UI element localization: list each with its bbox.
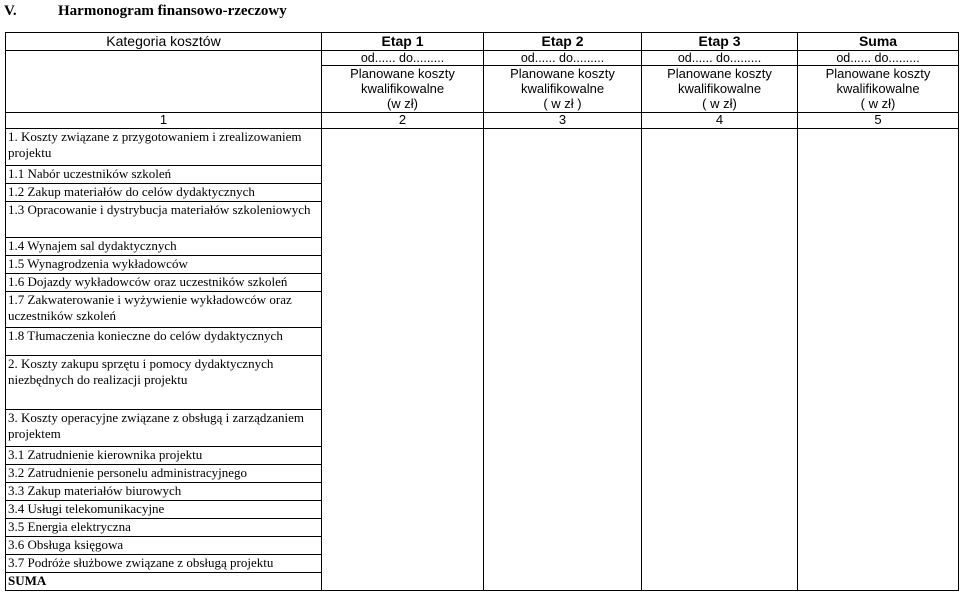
section-heading: [4, 0, 287, 22]
cost-category-label: 1.3 Opracowanie i dystrybucja materiałów szkoleniowych: [6, 202, 322, 238]
cost-category-label: 1.2 Zakup materiałów do celów dydaktycznych: [6, 184, 322, 202]
sum-header: Suma: [798, 33, 959, 51]
header-row-stages: [6, 33, 959, 51]
unit-label: ( w zł): [860, 96, 896, 111]
column-number-4: 4: [642, 113, 798, 129]
column-number-1: 1: [6, 113, 322, 129]
column-number-5: 5: [798, 113, 959, 129]
stage-1-planned-costs: [322, 66, 484, 113]
unit-label: ( w zł ): [543, 96, 582, 111]
table-row: [6, 129, 959, 166]
column-number-3: 3: [484, 113, 642, 129]
cost-category-label: 3.3 Zakup materiałów biurowych: [6, 483, 322, 501]
cost-category-label: 1.6 Dojazdy wykładowców oraz uczestników szkoleń: [6, 274, 322, 292]
stage-2-values: [484, 129, 642, 591]
stage-2-planned-costs: [484, 66, 642, 113]
cost-category-label: 2. Koszty zakupu sprzętu i pomocy dydaktycznych niezbędnych do realizacji projektu: [6, 356, 322, 410]
stage-3-values: [642, 129, 798, 591]
category-header: Kategoria kosztów: [6, 33, 322, 51]
stage-3-planned-costs: [642, 66, 798, 113]
cost-category-label: 3. Koszty operacyjne związane z obsługą i zarządzaniem projektem: [6, 410, 322, 447]
planned-label: Planowane koszty kwalifikowalne: [825, 66, 931, 96]
stage-3-date-range: od...... do.........: [642, 51, 798, 66]
cost-category-label: 1.1 Nabór uczestników szkoleń: [6, 166, 322, 184]
cost-category-label: 3.5 Energia elektryczna: [6, 519, 322, 537]
column-number-2: 2: [322, 113, 484, 129]
cost-category-label: 3.1 Zatrudnienie kierownika projektu: [6, 447, 322, 465]
total-label: SUMA: [6, 573, 322, 591]
header-row-dates: [6, 51, 959, 66]
unit-label: (w zł): [386, 96, 419, 111]
stage-2-date-range: od...... do.........: [484, 51, 642, 66]
header-blank-cell: [6, 51, 322, 113]
unit-label: ( w zł): [702, 96, 737, 111]
cost-category-label: 3.6 Obsługa księgowa: [6, 537, 322, 555]
sum-date-range: od...... do.........: [798, 51, 959, 66]
cost-category-label: 3.2 Zatrudnienie personelu administracyjnego: [6, 465, 322, 483]
header-row-column-numbers: [6, 113, 959, 129]
cost-category-label: 1.7 Zakwaterowanie i wyżywienie wykładowców oraz uczestników szkoleń: [6, 292, 322, 328]
stage-1-values: [322, 129, 484, 591]
section-number: V.: [4, 3, 17, 19]
stage-3-header: Etap 3: [642, 33, 798, 51]
stage-1-date-range: od...... do.........: [322, 51, 484, 66]
section-title: Harmonogram finansowo-rzeczowy: [58, 3, 287, 19]
planned-label: Planowane koszty kwalifikowalne: [667, 66, 772, 96]
cost-category-label: 3.4 Usługi telekomunikacyjne: [6, 501, 322, 519]
sum-planned-costs: [798, 66, 959, 113]
sum-values: [798, 129, 959, 591]
stage-1-header: Etap 1: [322, 33, 484, 51]
cost-category-label: 1.4 Wynajem sal dydaktycznych: [6, 238, 322, 256]
cost-category-label: 3.7 Podróże służbowe związane z obsługą projektu: [6, 555, 322, 573]
cost-category-label: 1. Koszty związane z przygotowaniem i zrealizowaniem projektu: [6, 129, 322, 166]
cost-schedule-table: [5, 32, 959, 591]
planned-label: Planowane koszty kwalifikowalne: [350, 66, 455, 96]
cost-category-label: 1.5 Wynagrodzenia wykładowców: [6, 256, 322, 274]
cost-category-label: 1.8 Tłumaczenia konieczne do celów dydaktycznych: [6, 328, 322, 356]
planned-label: Planowane koszty kwalifikowalne: [510, 66, 615, 96]
stage-2-header: Etap 2: [484, 33, 642, 51]
